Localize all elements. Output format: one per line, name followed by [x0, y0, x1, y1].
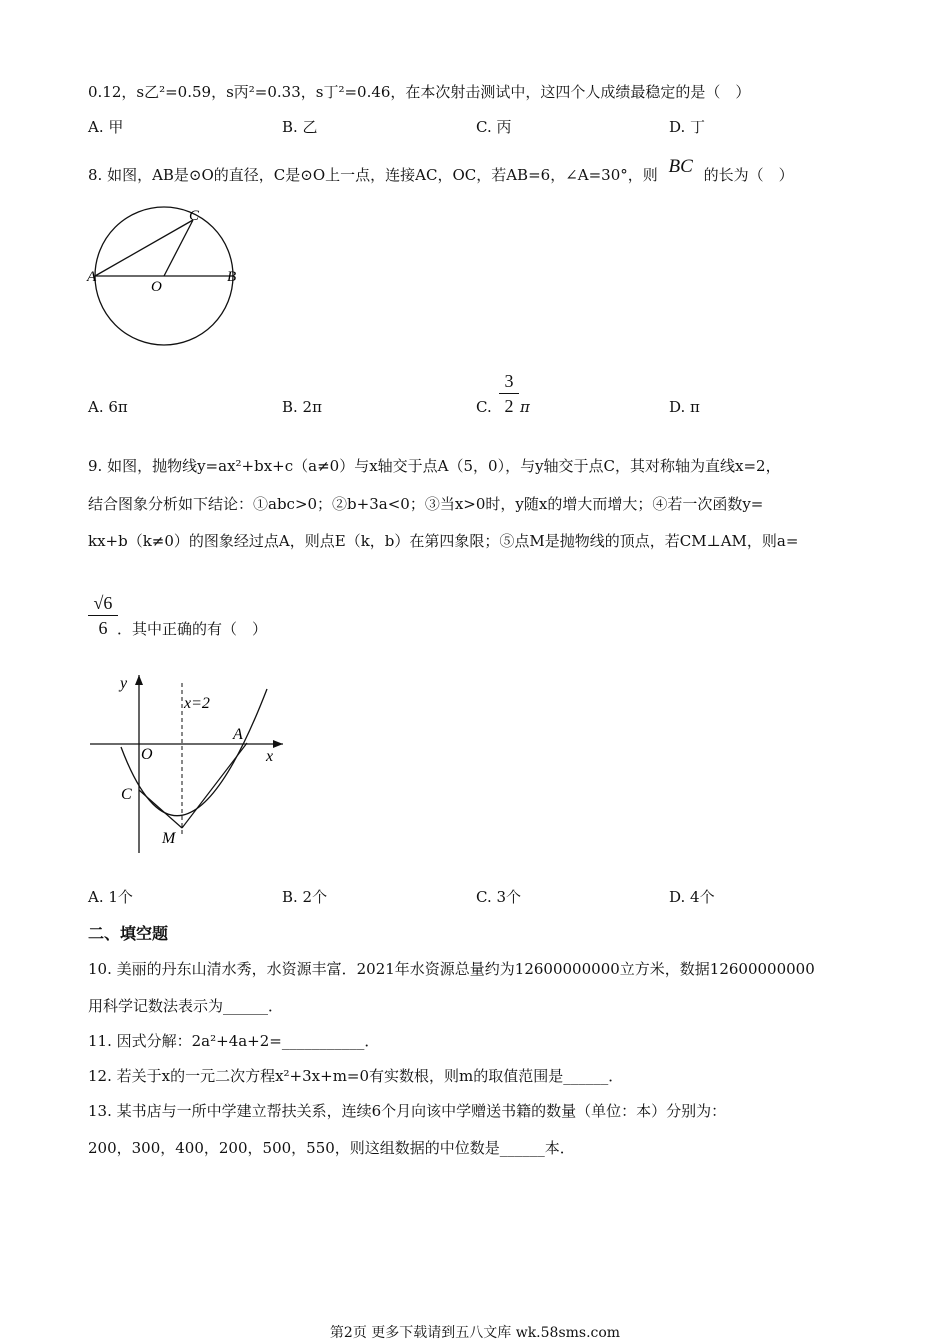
label-b: B — [227, 269, 237, 285]
q12: 12. 若关于x的一元二次方程x²+3x+m=0有实数根，则m的取值范围是______． — [88, 1067, 624, 1085]
q11: 11. 因式分解：2a²+4a+2=___________． — [88, 1032, 380, 1050]
q8-stem — [88, 156, 794, 185]
label-a-point: A — [233, 726, 243, 743]
q10-line1: 10. 美丽的丹东山清水秀，水资源丰富．2021年水资源总量约为12600000000立方米，数据12600000000 — [88, 960, 815, 978]
q8-option-d: D. π — [669, 398, 700, 416]
q9-frac-denominator: 6 — [98, 618, 108, 638]
q9-line2: 结合图象分析如下结论：①abc>0；②b+3a<0；③当x>0时，y随x的增大而增大；④若一次函数y= — [88, 495, 764, 513]
y-axis-arrow — [135, 675, 143, 685]
q9-line1: 9. 如图，抛物线y=ax²+bx+c（a≠0）与x轴交于点A（5，0），与y轴交于点C，其对称轴为直线x=2， — [88, 457, 781, 475]
section-heading: 二、填空题 — [88, 924, 169, 943]
q7-option-c: C. 丙 — [476, 118, 512, 136]
q7-option-b: B. 乙 — [282, 118, 318, 136]
q9-line4: ．其中正确的有（ ） — [117, 620, 268, 638]
q8-option-c-fraction — [499, 370, 519, 417]
label-c: C — [189, 208, 200, 224]
q7-option-d: D. 丁 — [669, 118, 706, 136]
q9-option-d: D. 4个 — [669, 888, 715, 906]
q8-stem-text: 8. 如图，AB是⊙O的直径，C是⊙O上一点，连接AC，OC，若AB=6，∠A=30°，则 — [88, 166, 658, 184]
q8-option-a: A. 6π — [88, 398, 128, 416]
label-a: A — [87, 269, 97, 285]
q8-option-c: C. — [476, 398, 492, 416]
label-x: x — [266, 748, 274, 765]
q8-option-c-pi: π — [520, 398, 530, 416]
page-footer: 第2页 更多下载请到五八文库 wk.58sms.com — [329, 1325, 621, 1341]
q13-line2: 200，300，400，200，500，550，则这组数据的中位数是______本． — [88, 1139, 575, 1157]
frac-denominator: 2 — [504, 396, 514, 416]
q9-option-c: C. 3个 — [476, 888, 522, 906]
segment-am — [182, 743, 247, 828]
q7-option-a: A. 甲 — [88, 118, 124, 136]
label-y: y — [120, 675, 128, 692]
q10-line2: 用科学记数法表示为______． — [88, 997, 284, 1015]
q7-tail: 0.12，s乙²=0.59，s丙²=0.33，s丁²=0.46，在本次射击测试中，这四个人成绩最稳定的是（ ） — [88, 83, 751, 101]
q8-circle-figure — [80, 200, 260, 350]
frac-numerator: 3 — [504, 371, 514, 391]
q8-arc-label: BC — [668, 156, 693, 177]
q9-frac-numerator: √6 — [93, 593, 113, 613]
segment-cm — [139, 790, 182, 828]
label-axis: x=2 — [184, 695, 210, 712]
q9-option-a: A. 1个 — [88, 888, 133, 906]
q9-fraction — [88, 592, 118, 639]
q9-option-b: B. 2个 — [282, 888, 328, 906]
q8-stem-end: 的长为（ ） — [703, 166, 794, 184]
label-c-point: C — [121, 786, 132, 803]
q13-line1: 13. 某书店与一所中学建立帮扶关系，连续6个月向该中学赠送书籍的数量（单位：本）分别为： — [88, 1102, 727, 1120]
label-o: O — [151, 279, 162, 295]
label-m-point: M — [162, 830, 176, 847]
q9-parabola-figure — [85, 665, 295, 860]
x-axis-arrow — [273, 740, 283, 748]
label-o-origin: O — [141, 746, 153, 763]
q9-line3: kx+b（k≠0）的图象经过点A，则点E（k，b）在第四象限；⑤点M是抛物线的顶点，若CM⊥AM，则a= — [88, 532, 799, 550]
q8-option-b: B. 2π — [282, 398, 322, 416]
